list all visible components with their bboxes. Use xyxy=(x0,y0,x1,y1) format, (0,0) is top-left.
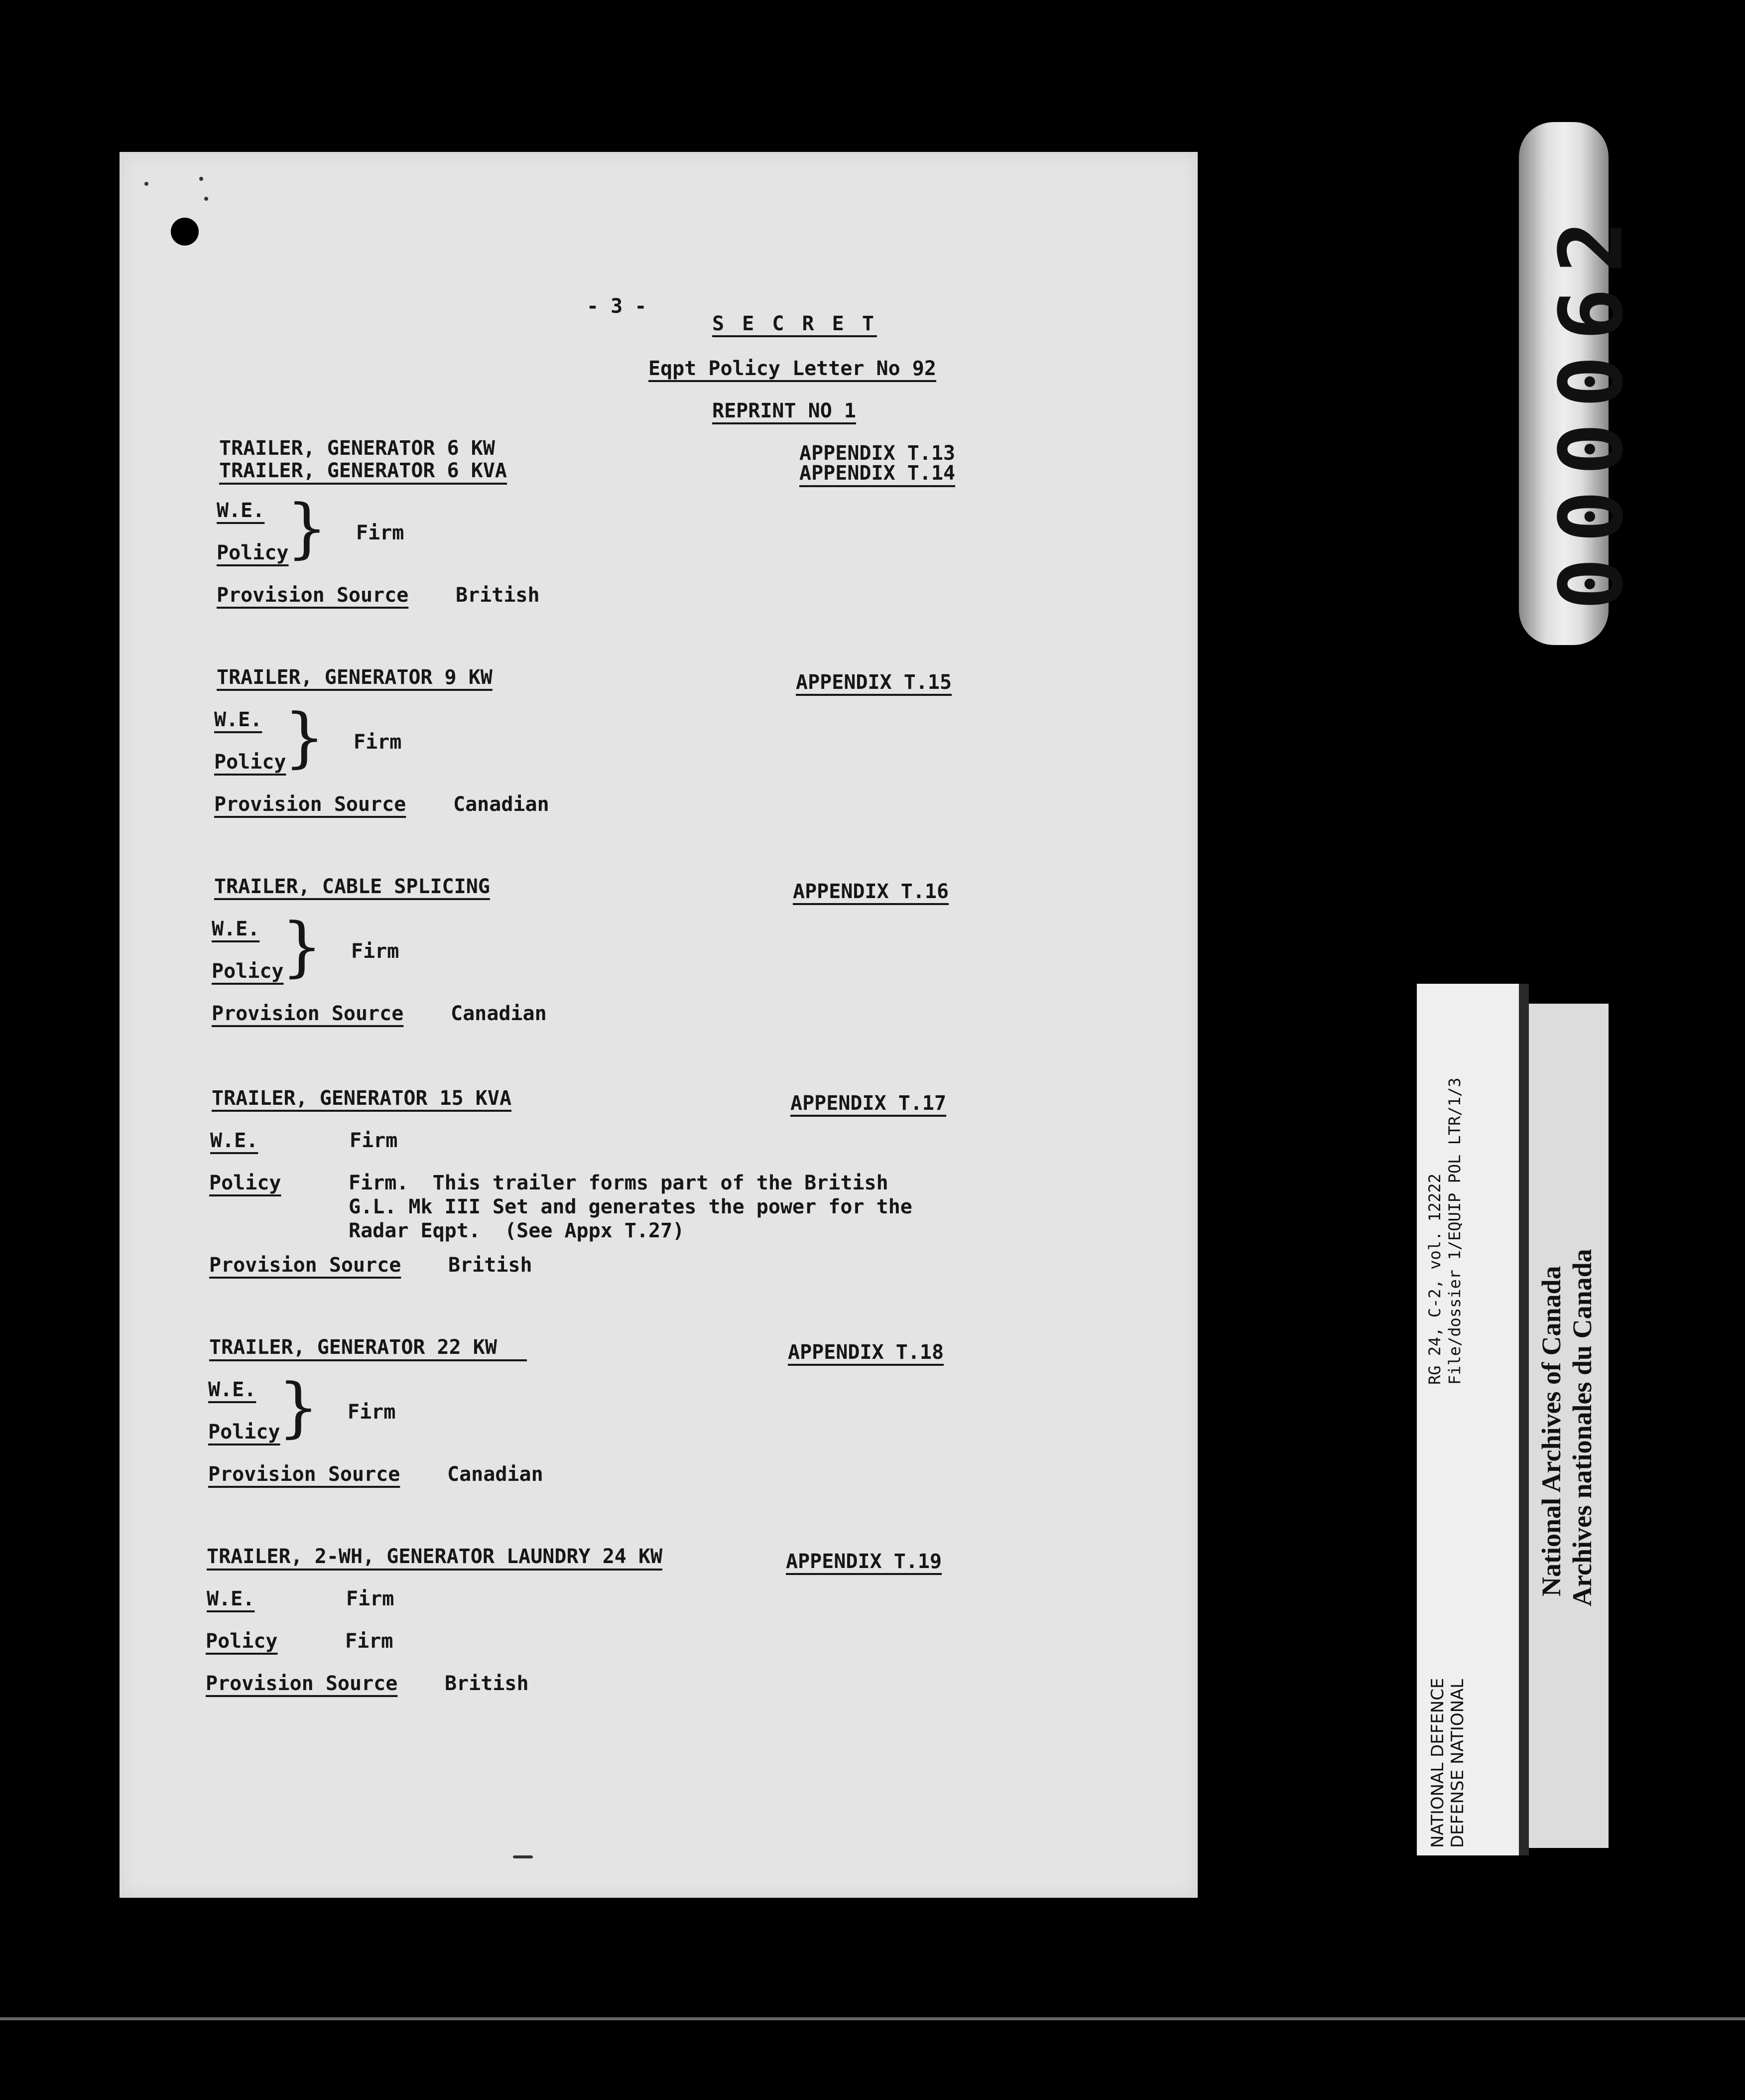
department-en: NATIONAL DEFENCE xyxy=(1428,1678,1448,1848)
policy-label: Policy xyxy=(214,751,286,774)
provision-value: Canadian xyxy=(451,1002,547,1025)
letter-title: Eqpt Policy Letter No 92 xyxy=(648,357,936,380)
policy-label: Policy xyxy=(217,541,289,564)
brace: } xyxy=(286,490,328,566)
page-number: - 3 - xyxy=(587,295,647,318)
provision-label: Provision Source xyxy=(209,1254,401,1277)
provision-value: Canadian xyxy=(447,1463,543,1486)
we-label: W.E. xyxy=(214,708,262,731)
archive-file: File/dossier 1/EQUIP POL LTR/1/3 xyxy=(1445,1077,1464,1385)
speck xyxy=(204,197,208,201)
section-heading: TRAILER, GENERATOR 22 KW xyxy=(209,1337,527,1361)
reprint-label: REPRINT NO 1 xyxy=(712,399,856,422)
brace: } xyxy=(278,1369,319,1445)
film-edge-line xyxy=(0,2017,1745,2020)
policy-value: Firm xyxy=(345,1630,393,1653)
appendix-ref: APPENDIX T.15 xyxy=(796,671,952,694)
we-value: Firm xyxy=(350,1129,398,1152)
section-heading: TRAILER, GENERATOR 15 KVA xyxy=(212,1087,512,1110)
we-value: Firm xyxy=(346,1587,394,1610)
provision-value: Canadian xyxy=(453,793,549,816)
appendix-ref: APPENDIX T.18 xyxy=(788,1341,944,1364)
we-label: W.E. xyxy=(212,918,260,940)
policy-label: Policy xyxy=(212,960,284,983)
archives-name-en: National Archives of Canada xyxy=(1536,1266,1566,1596)
department-fr: DEFENSE NATIONAL xyxy=(1448,1679,1468,1848)
provision-value: British xyxy=(448,1254,532,1277)
policy-text-line: Firm. This trailer forms part of the British xyxy=(349,1172,888,1194)
appendix-ref: APPENDIX T.16 xyxy=(793,880,949,903)
brace: } xyxy=(284,699,325,775)
status-value: Firm xyxy=(348,1401,396,1424)
status-value: Firm xyxy=(354,731,402,754)
status-value: Firm xyxy=(356,522,404,544)
section-heading: TRAILER, GENERATOR 6 KW xyxy=(219,437,495,460)
provision-label: Provision Source xyxy=(217,584,409,607)
ink-mark xyxy=(513,1855,533,1858)
provision-label: Provision Source xyxy=(208,1463,400,1486)
archive-reference: RG 24, C-2, vol. 12222 xyxy=(1425,1174,1444,1385)
section-heading: TRAILER, 2-WH, GENERATOR LAUNDRY 24 KW xyxy=(207,1547,662,1571)
provision-value: British xyxy=(445,1672,529,1695)
punch-hole xyxy=(171,218,199,246)
provision-value: British xyxy=(456,584,540,607)
we-label: W.E. xyxy=(210,1129,258,1152)
we-label: W.E. xyxy=(208,1378,256,1401)
section-heading: TRAILER, CABLE SPLICING xyxy=(214,875,490,898)
policy-text-line: G.L. Mk III Set and generates the power for the xyxy=(349,1195,912,1218)
speck xyxy=(144,182,148,186)
speck xyxy=(199,177,203,181)
frame-number: 000062 xyxy=(1541,205,1642,610)
classification: S E C R E T xyxy=(712,312,877,335)
archives-name-fr: Archives nationales du Canada xyxy=(1567,1249,1597,1606)
we-label: W.E. xyxy=(207,1587,255,1610)
we-label: W.E. xyxy=(217,499,265,522)
provision-label: Provision Source xyxy=(214,793,406,816)
status-value: Firm xyxy=(351,940,399,963)
policy-label: Policy xyxy=(208,1421,280,1444)
section-heading: TRAILER, GENERATOR 9 KW xyxy=(217,666,493,689)
appendix-ref: APPENDIX T.14 xyxy=(799,463,955,487)
policy-text-line: Radar Eqpt. (See Appx T.27) xyxy=(349,1219,685,1242)
provision-label: Provision Source xyxy=(212,1002,404,1025)
provision-label: Provision Source xyxy=(206,1672,398,1695)
policy-label: Policy xyxy=(206,1630,278,1653)
appendix-ref: APPENDIX T.17 xyxy=(790,1092,947,1115)
archive-label-divider xyxy=(1519,984,1529,1855)
document-page xyxy=(120,152,1198,1898)
section-heading: TRAILER, GENERATOR 6 KVA xyxy=(219,461,507,485)
appendix-ref: APPENDIX T.19 xyxy=(786,1550,942,1573)
appendix-ref: APPENDIX T.13 xyxy=(799,442,956,465)
policy-label: Policy xyxy=(209,1172,281,1194)
brace: } xyxy=(281,909,323,984)
